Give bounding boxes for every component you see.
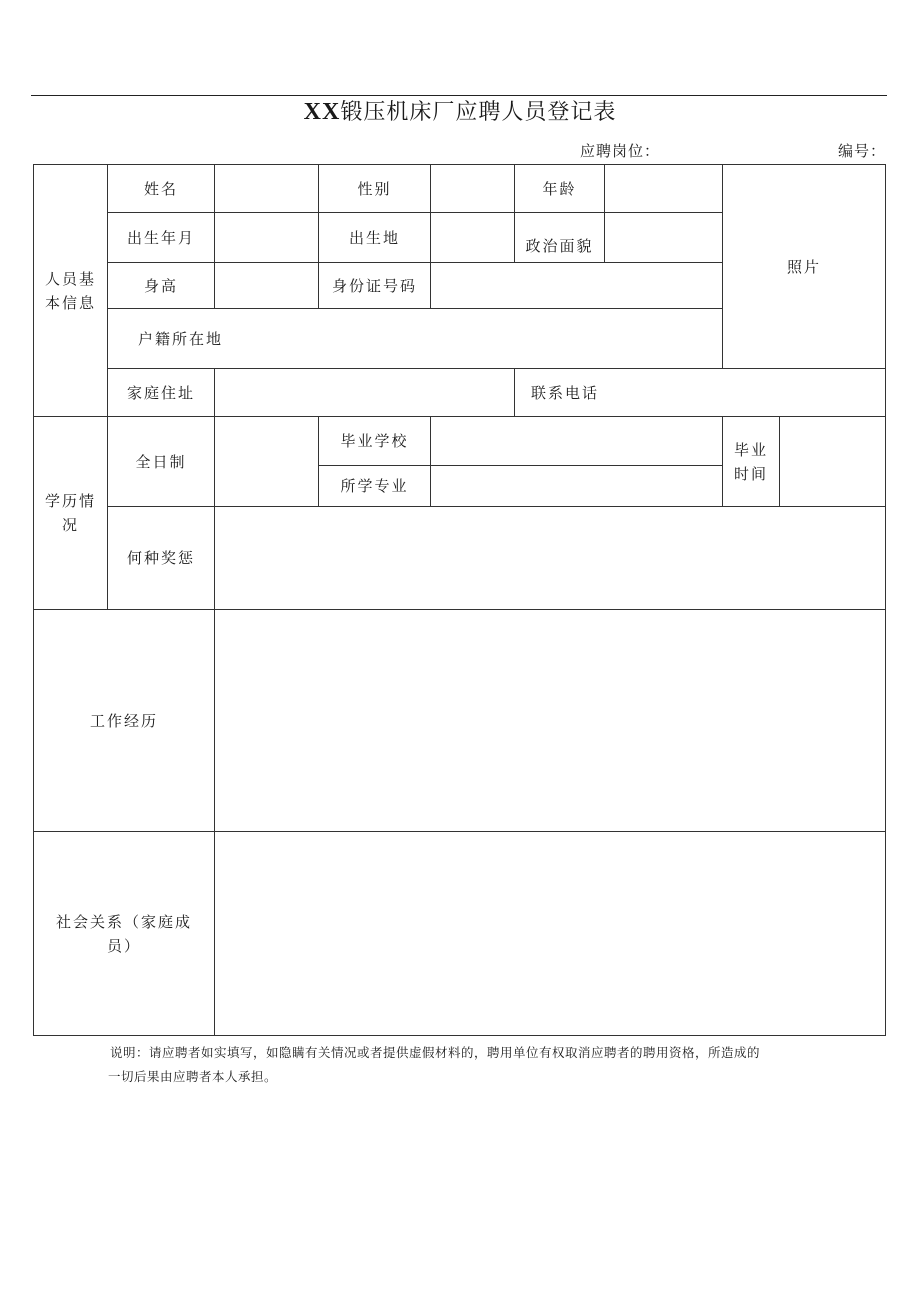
social-line1: 社会关系（家庭成 bbox=[55, 912, 192, 931]
school-label: 毕业学校 bbox=[319, 417, 431, 466]
work-history-label: 工作经历 bbox=[34, 610, 215, 832]
height-label: 身高 bbox=[108, 263, 215, 309]
height-field[interactable] bbox=[215, 263, 319, 309]
gender-label: 性别 bbox=[319, 165, 431, 213]
number-label: 编号： bbox=[838, 142, 887, 160]
fulltime-field[interactable] bbox=[215, 417, 319, 507]
note-line1: 说明：请应聘者如实填写，如隐瞒有关情况或者提供虚假材料的，聘用单位有权取消应聘者的聘用资格，所造成的 bbox=[110, 1045, 761, 1060]
gender-field[interactable] bbox=[431, 165, 515, 213]
section-edu-line2: 况 bbox=[61, 516, 79, 534]
section-basic-line2: 本信息 bbox=[44, 293, 96, 312]
grad-time-line1: 毕业 bbox=[733, 440, 768, 459]
document-title bbox=[0, 96, 920, 129]
address-field[interactable] bbox=[215, 369, 515, 417]
address-label: 家庭住址 bbox=[108, 369, 215, 417]
phone-field[interactable]: 联系电话 bbox=[515, 369, 886, 417]
social-relations-label bbox=[34, 832, 215, 1036]
birth-date-field[interactable] bbox=[215, 213, 319, 263]
grad-time-field[interactable] bbox=[780, 417, 886, 507]
school-field[interactable] bbox=[431, 417, 723, 466]
position-label: 应聘岗位： bbox=[580, 142, 661, 160]
id-number-field[interactable] bbox=[431, 263, 723, 309]
disclaimer-note bbox=[110, 1041, 886, 1089]
household-field[interactable]: 户籍所在地 bbox=[108, 309, 723, 369]
political-status-field[interactable] bbox=[605, 213, 723, 263]
section-edu-line1: 学历情 bbox=[44, 492, 96, 510]
photo-box[interactable]: 照片 bbox=[723, 165, 886, 369]
birthplace-label: 出生地 bbox=[319, 213, 431, 263]
section-basic-line1: 人员基 bbox=[44, 269, 96, 288]
awards-field[interactable] bbox=[215, 507, 886, 610]
work-history-field[interactable] bbox=[215, 610, 886, 832]
awards-label: 何种奖惩 bbox=[108, 507, 215, 610]
name-label: 姓名 bbox=[108, 165, 215, 213]
title-prefix: XX bbox=[303, 99, 341, 125]
political-status-label: 政治面貌 bbox=[515, 213, 605, 263]
social-relations-field[interactable] bbox=[215, 832, 886, 1036]
id-number-label: 身份证号码 bbox=[319, 263, 431, 309]
age-field[interactable] bbox=[605, 165, 723, 213]
birth-date-label: 出生年月 bbox=[108, 213, 215, 263]
major-label: 所学专业 bbox=[319, 466, 431, 507]
name-field[interactable] bbox=[215, 165, 319, 213]
title-text: 锻压机床厂应聘人员登记表 bbox=[340, 100, 617, 125]
registration-table bbox=[33, 164, 886, 1036]
section-basic-info bbox=[34, 165, 108, 417]
birthplace-field[interactable] bbox=[431, 213, 515, 263]
fulltime-label: 全日制 bbox=[108, 417, 215, 507]
grad-time-label bbox=[723, 417, 780, 507]
grad-time-line2: 时间 bbox=[733, 464, 768, 483]
social-line2: 员） bbox=[106, 936, 141, 955]
age-label: 年龄 bbox=[515, 165, 605, 213]
major-field[interactable] bbox=[431, 466, 723, 507]
section-education bbox=[34, 417, 108, 610]
note-line2: 一切后果由应聘者本人承担。 bbox=[108, 1069, 278, 1084]
